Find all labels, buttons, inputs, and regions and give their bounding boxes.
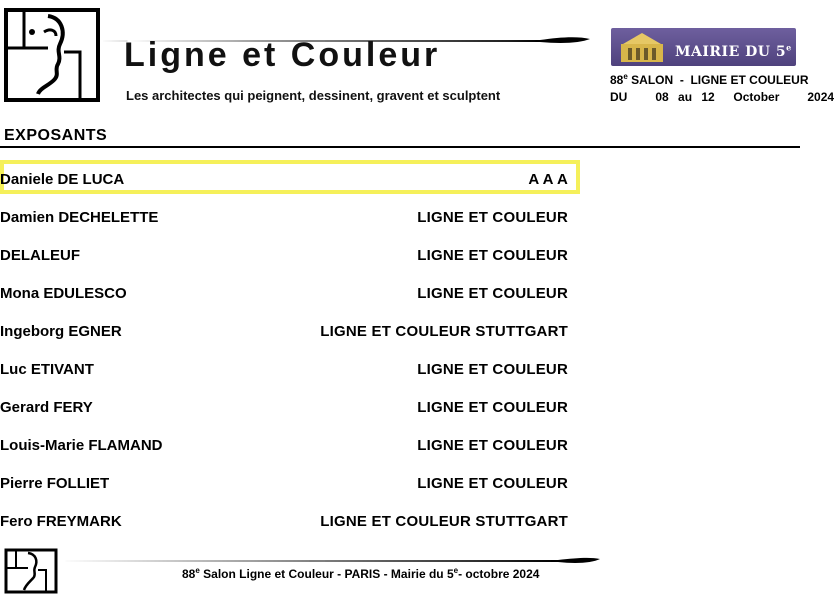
exhibitor-list — [0, 160, 580, 540]
brand-title: Ligne et Couleur — [124, 36, 441, 74]
face-logo-icon — [4, 8, 100, 102]
exhibitor-name: Daniele DE LUCA — [0, 171, 125, 188]
building-icon — [619, 30, 665, 64]
salon-title: 88e SALON - LIGNE ET COULEUR — [610, 72, 809, 87]
list-item[interactable] — [0, 198, 580, 236]
section-divider — [0, 146, 800, 148]
exhibitor-association: A A A — [528, 171, 568, 188]
footer-caption: 88e Salon Ligne et Couleur - PARIS - Mairie du 5e- octobre 2024 — [182, 566, 540, 581]
exhibitor-association: LIGNE ET COULEUR — [417, 399, 568, 416]
exhibitor-association: LIGNE ET COULEUR STUTTGART — [320, 323, 568, 340]
exhibitor-name: Fero FREYMARK — [0, 513, 122, 530]
list-item[interactable] — [0, 388, 580, 426]
section-title: EXPOSANTS — [4, 127, 108, 144]
list-item[interactable] — [0, 426, 580, 464]
exhibitor-association: LIGNE ET COULEUR — [417, 285, 568, 302]
brush-stroke-icon — [58, 557, 600, 565]
salon-dates: DU 08 au 12 October 2024 — [610, 90, 834, 104]
face-logo-icon — [4, 548, 58, 594]
exhibitor-name: Mona EDULESCO — [0, 285, 127, 302]
exhibitor-association: LIGNE ET COULEUR — [417, 437, 568, 454]
list-item[interactable] — [0, 236, 580, 274]
mairie-label: MAIRIE DU 5e — [675, 42, 792, 60]
tagline: Les architectes qui peignent, dessinent, gravent et sculptent — [126, 88, 501, 103]
list-item[interactable] — [0, 274, 580, 312]
exhibitor-name: Gerard FERY — [0, 399, 93, 416]
list-item[interactable] — [0, 312, 580, 350]
exhibitor-association: LIGNE ET COULEUR STUTTGART — [320, 513, 568, 530]
list-item[interactable] — [0, 464, 580, 502]
list-item[interactable] — [0, 502, 580, 540]
exhibitor-name: Louis-Marie FLAMAND — [0, 437, 163, 454]
exhibitor-association: LIGNE ET COULEUR — [417, 475, 568, 492]
mairie-badge — [611, 28, 796, 66]
exhibitor-association: LIGNE ET COULEUR — [417, 209, 568, 226]
exhibitor-association: LIGNE ET COULEUR — [417, 361, 568, 378]
exhibitor-association: LIGNE ET COULEUR — [417, 247, 568, 264]
list-item[interactable] — [0, 160, 580, 194]
exhibitor-name: Damien DECHELETTE — [0, 209, 159, 226]
exhibitor-name: Pierre FOLLIET — [0, 475, 110, 492]
exhibitor-name: Luc ETIVANT — [0, 361, 94, 378]
exhibitor-name: DELALEUF — [0, 247, 80, 264]
exhibitor-name: Ingeborg EGNER — [0, 323, 122, 340]
list-item[interactable] — [0, 350, 580, 388]
